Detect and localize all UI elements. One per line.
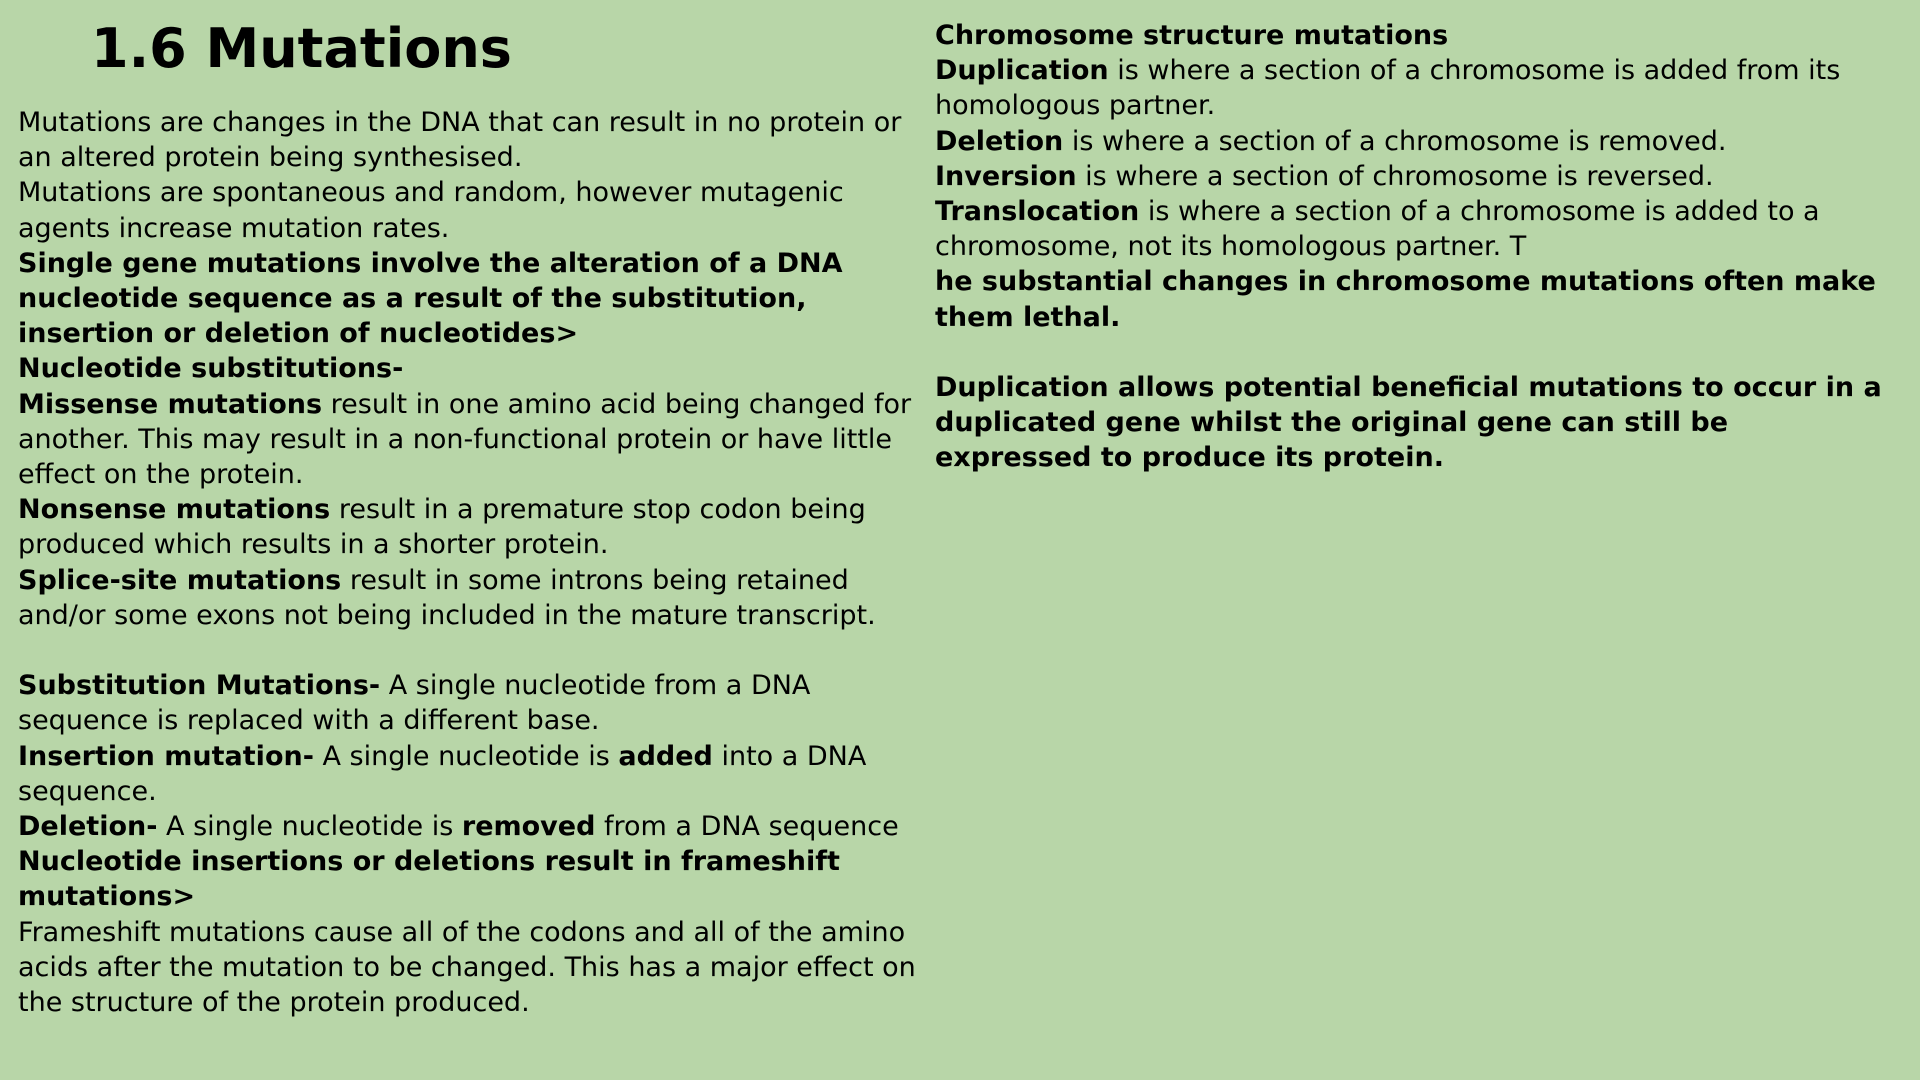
- term: Deletion-: [18, 811, 158, 843]
- term: Substitution Mutations-: [18, 670, 381, 702]
- bold-text: he substantial changes in chromosome mutations often make them lethal.: [935, 266, 1876, 333]
- bold-text: Duplication allows potential beneficial mutations to occur in a duplicated gene whilst the original gene can still be expressed to produce its protein.: [935, 372, 1882, 474]
- definition-text: result in a premature stop codon being produced which results in a shorter protein.: [18, 494, 866, 561]
- single-gene-statement: [18, 246, 932, 352]
- bold-text: Nucleotide substitutions-: [18, 353, 404, 385]
- bold-text: Chromosome structure mutations: [935, 20, 1449, 51]
- intro-paragraph: Mutations are changes in the DNA that can result in no protein or an altered protein being synthesised.: [18, 107, 902, 174]
- definition-text: is where a section of a chromosome is removed.: [1063, 125, 1727, 157]
- definition-text: into a DNA sequence.: [18, 740, 867, 807]
- term: Translocation: [935, 196, 1140, 228]
- definition-chromosome-deletion: [935, 124, 1885, 159]
- definition-nonsense: [18, 492, 932, 562]
- definition-text: A single nucleotide is: [313, 740, 619, 772]
- definition-text: is where a section of a chromosome is added from its homologous partner.: [935, 55, 1841, 122]
- term: Nonsense mutations: [18, 494, 331, 526]
- frameshift-statement: [18, 844, 932, 914]
- left-column: [18, 105, 932, 1020]
- bold-text: Single gene mutations involve the alteration of a DNA nucleotide sequence as a result of the substitution, insertion or deletion of nucleotides>: [18, 247, 843, 350]
- intro-paragraph: Mutations are spontaneous and random, however mutagenic agents increase mutation rates.: [18, 177, 844, 244]
- duplication-benefit-statement: [935, 370, 1885, 476]
- definition-text: result in some introns being retained and/or some exons not being included in the mature transcript.: [18, 564, 876, 631]
- definition-splice-site: [18, 563, 932, 633]
- definition-deletion: [18, 809, 932, 844]
- emphasis: removed: [461, 811, 596, 843]
- definition-text: A single nucleotide from a DNA sequence is replaced with a different base.: [18, 670, 811, 737]
- definition-substitution: [18, 668, 932, 738]
- definition-text: A single nucleotide is: [157, 811, 462, 843]
- section-heading: [935, 18, 1885, 53]
- subheading-nucleotide-substitutions: [18, 351, 932, 386]
- emphasis: added: [618, 740, 713, 772]
- term: Deletion: [935, 125, 1064, 157]
- definition-text: is where a section of a chromosome is added to a chromosome, not its homologous partner. T: [935, 196, 1820, 263]
- definition-text: from a DNA sequence: [595, 811, 899, 843]
- lethal-statement: [935, 264, 1885, 334]
- spacer: [18, 633, 932, 668]
- definition-inversion: [935, 159, 1885, 194]
- spacer: [935, 335, 1885, 370]
- term: Duplication: [935, 55, 1109, 87]
- definition-duplication: [935, 53, 1885, 123]
- bold-text: Nucleotide insertions or deletions result in frameshift mutations>: [18, 846, 840, 913]
- term: Missense mutations: [18, 388, 323, 420]
- frameshift-explanation: Frameshift mutations cause all of the codons and all of the amino acids after the mutation to be changed. This has a major effect on the structure of the protein produced.: [18, 916, 916, 1019]
- definition-missense: [18, 387, 932, 493]
- definition-text: result in one amino acid being changed for another. This may result in a non-functional protein or have little effect on the protein.: [18, 388, 912, 491]
- definition-insertion: [18, 739, 932, 809]
- term: Insertion mutation-: [18, 740, 314, 772]
- page-title: 1.6 Mutations: [91, 17, 512, 80]
- term: Splice-site mutations: [18, 564, 342, 596]
- term: Inversion: [935, 160, 1077, 192]
- definition-text: is where a section of chromosome is reversed.: [1076, 160, 1714, 192]
- definition-translocation: [935, 194, 1885, 264]
- right-column: [935, 18, 1885, 476]
